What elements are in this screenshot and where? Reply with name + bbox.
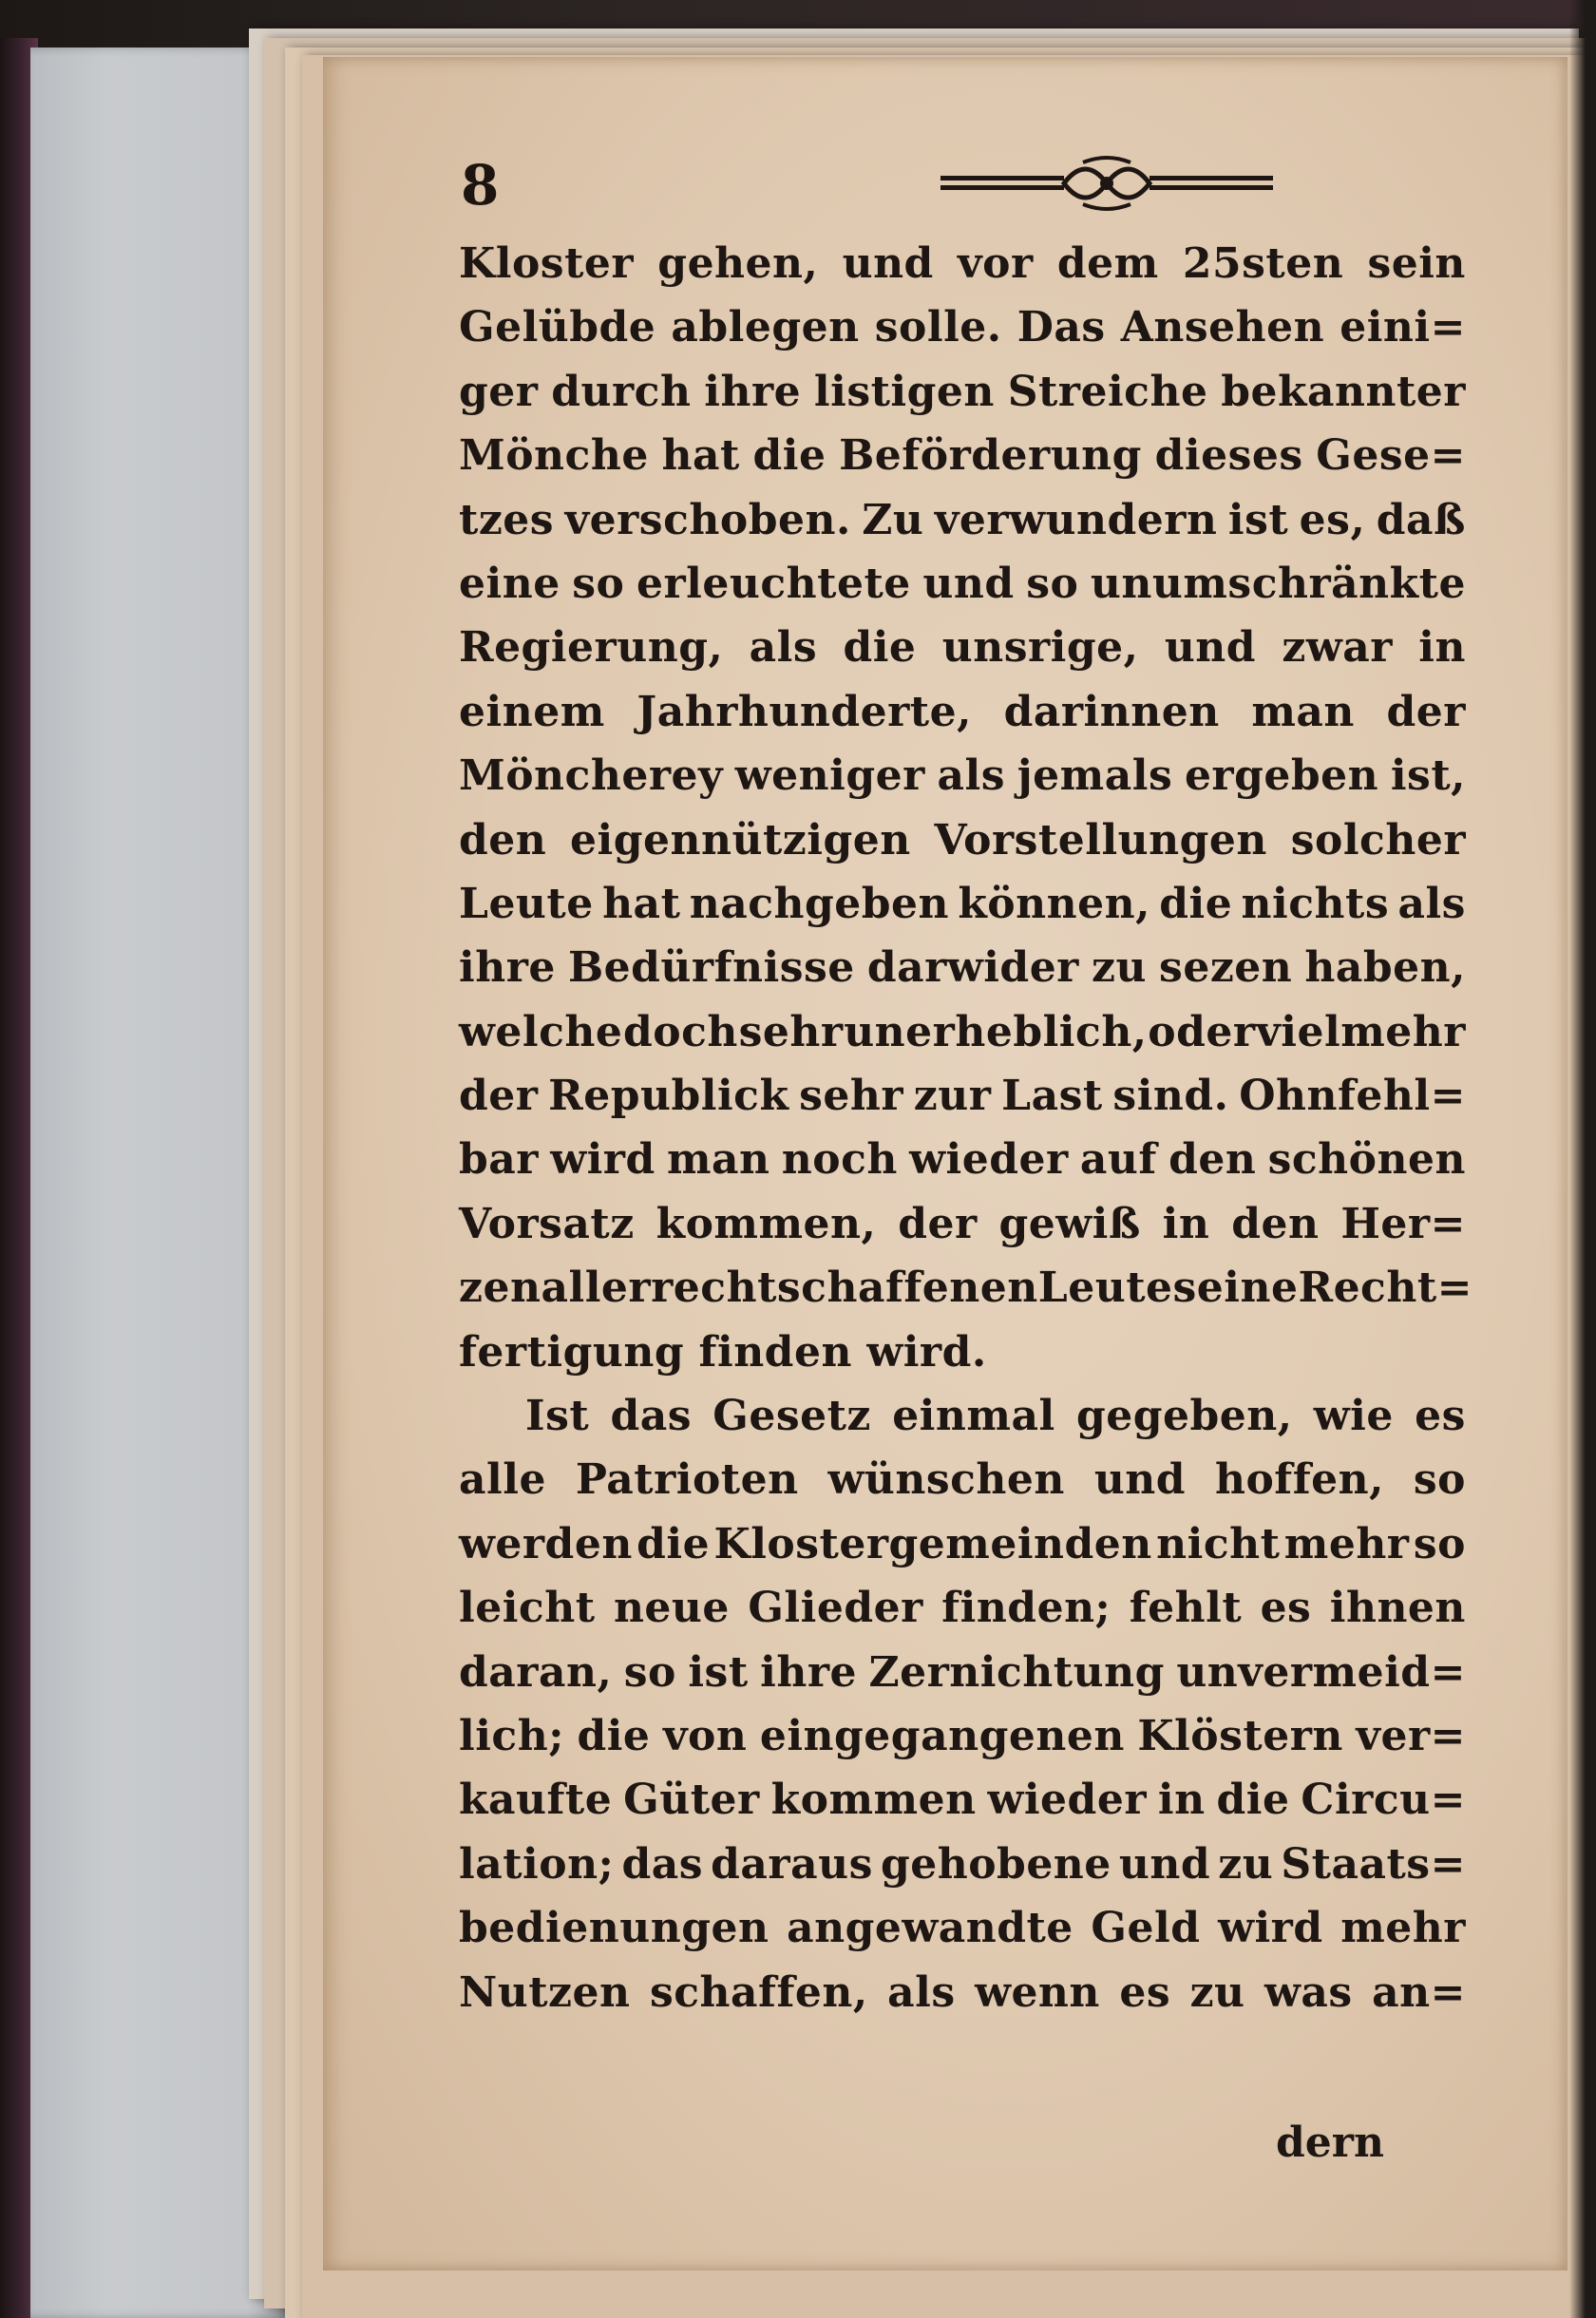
word: ver= [1356,1711,1466,1760]
word: Klostergemeinden [713,1519,1152,1568]
word: lich; [459,1711,564,1760]
word: auf [1079,1135,1157,1185]
word: Patrioten [575,1455,799,1505]
text-line [459,1712,1466,1776]
word: die [577,1711,651,1760]
word: alle [459,1455,546,1505]
word: verwundern [934,495,1218,544]
word: daraus [711,1839,873,1889]
text-line [459,1072,1466,1135]
word: ist [688,1647,749,1697]
word: den [1168,1135,1257,1185]
word: welche [459,1007,623,1056]
word: seine [1172,1264,1299,1313]
word: Leute [1037,1264,1173,1313]
text-line [459,1008,1466,1072]
word: so [1413,1455,1466,1505]
word: listigen [813,367,995,416]
word: als [749,623,818,673]
word: eini= [1340,303,1466,352]
word: Ist [525,1392,590,1441]
word: Güter [623,1776,760,1825]
word: neue [613,1584,730,1633]
word: können, [958,879,1150,928]
word: in [1157,1776,1206,1825]
word: Regierung, [459,623,724,673]
word: Kloster [459,239,635,288]
text-line [459,303,1466,367]
word: mehr [1340,1904,1466,1953]
word: aller [541,1264,652,1313]
word: schaffen, [649,1967,868,2017]
word: angewandte [787,1904,1074,1953]
word: Republick [548,1072,789,1121]
word: Recht= [1298,1264,1473,1313]
word: noch [781,1135,898,1185]
word: leicht [459,1584,596,1633]
text-line [459,1392,1466,1455]
word: und [922,559,1015,608]
word: Streiche [1007,367,1208,416]
text-line [459,1455,1466,1519]
word: Beförderung [839,431,1142,481]
word: gewiß [998,1199,1141,1248]
word: zur [913,1072,992,1121]
text-line [459,368,1466,431]
word: ablegen [671,303,860,352]
word: und [1093,1455,1187,1505]
word: kommen, [656,1199,877,1248]
word: nachgeben [689,879,949,928]
word: so [623,1647,676,1697]
word: 25sten [1182,239,1344,288]
text-line [459,1135,1466,1199]
word: so [572,559,625,608]
word: nicht [1156,1519,1281,1568]
word: solle. [874,303,1002,352]
word: ihre [760,1647,858,1697]
word: wird [1218,1904,1323,1953]
word: erleuchtete [636,559,911,608]
word: einmal [892,1392,1055,1441]
word: wieder [987,1776,1147,1825]
word: Last [1001,1072,1103,1121]
word: jemals [1016,751,1173,801]
word: schönen [1267,1135,1466,1185]
word: zen [459,1264,542,1313]
word: hoffen, [1214,1455,1384,1505]
word: gehen, [657,239,819,288]
word: Das [1016,303,1106,352]
text-line [459,1584,1466,1647]
word: solcher [1290,815,1466,864]
word: werden [459,1519,633,1568]
text-line [459,1968,1466,2032]
word: Möncherey [459,751,724,801]
word: das [621,1839,703,1889]
word: Ohnfehl= [1239,1072,1466,1121]
word: finden; [941,1584,1112,1633]
word: fertigung [459,1327,685,1377]
word: die [843,623,917,673]
page-shadow [1569,0,1596,2318]
word: den [459,815,547,864]
text-line [459,1520,1466,1584]
word: zwar [1282,623,1393,673]
word: und [842,239,934,288]
decorative-rule-ornament-icon [940,155,1273,212]
page-header [461,147,1487,223]
word: kaufte [459,1776,613,1825]
word: unsrige, [941,623,1139,673]
word: unvermeid= [1176,1647,1466,1697]
word: darwider [866,943,1079,993]
word: bar [459,1135,539,1185]
word: vielmehr [1256,1007,1466,1056]
word: vor [958,239,1034,288]
word: eingegangenen [759,1711,1125,1760]
word: der [459,1072,539,1121]
word: und [1118,1839,1211,1889]
word: die [1159,879,1233,928]
word: man [666,1135,770,1185]
word: Mönche [459,431,649,481]
word: tzes [459,495,555,544]
text-line [459,816,1466,880]
word: ihre [459,943,556,993]
word: ihnen [1329,1584,1466,1633]
word: wieder [909,1135,1069,1185]
word: Gesetz [712,1392,871,1441]
text-line [459,751,1466,815]
word: als [937,751,1006,801]
word: eigennützigen [570,815,911,864]
word: es [1119,1967,1171,2017]
word: die [1216,1776,1290,1825]
word: Gelübde [459,303,656,352]
word: wie [1313,1392,1394,1441]
text-line [459,1776,1466,1839]
word: Staats= [1281,1839,1466,1889]
text-line [459,239,1466,303]
word: die [752,431,826,481]
word: wird [550,1135,656,1185]
body-text [459,239,1473,2032]
word: das [610,1392,692,1441]
word: sehr [799,1072,904,1121]
word: Klöstern [1137,1711,1343,1760]
word: als [887,1967,956,2017]
word: in [1162,1199,1210,1248]
word: dem [1056,239,1159,288]
word: zu [1189,1967,1245,2017]
word: Jahrhunderte, [636,687,972,736]
word: finden [698,1327,852,1377]
word: Zu [862,495,924,544]
word: nichts [1241,879,1390,928]
word: oder [1148,1007,1256,1056]
word: mehr [1283,1519,1410,1568]
word: Vorsatz [459,1199,635,1248]
text-line [459,431,1466,495]
word: Bedürfnisse [567,943,855,993]
word: ergeben [1184,751,1379,801]
word: daran, [459,1647,613,1697]
text-line [459,688,1466,751]
word: es [1260,1584,1312,1633]
word: darinnen [1003,687,1220,736]
word: kommen [770,1776,977,1825]
word: den [1231,1199,1320,1248]
word: zu [1091,943,1147,993]
word: ist [1227,495,1289,544]
word: ist, [1390,751,1466,801]
word: es, [1299,495,1366,544]
book-page [323,57,1568,2270]
word: unerheblich, [844,1007,1148,1056]
text-line [459,560,1466,623]
word: haben, [1304,943,1466,993]
word: dieses [1154,431,1303,481]
word: daß [1376,495,1466,544]
word: Ansehen [1120,303,1325,352]
word: wünschen [827,1455,1065,1505]
word: fehlt [1129,1584,1243,1633]
word: sind. [1112,1072,1229,1121]
word: hat [602,879,681,928]
word: weniger [734,751,925,801]
word: von [662,1711,748,1760]
word: es [1415,1392,1466,1441]
text-line [459,1200,1466,1264]
word: die [636,1519,711,1568]
text-line [459,1904,1466,1967]
word: hat [661,431,740,481]
text-line [459,623,1466,687]
word: was [1264,1967,1353,2017]
word: Vorstellungen [934,815,1267,864]
word: einem [459,687,605,736]
page-number: 8 [461,153,500,218]
word: eine [459,559,560,608]
word: bekannter [1221,367,1466,416]
word: in [1418,623,1466,673]
word: sezen [1159,943,1293,993]
text-line [459,880,1466,943]
word: an= [1372,1967,1466,2017]
word: gehobene [880,1839,1112,1889]
text-line [459,1328,1466,1392]
word: Geld [1091,1904,1201,1953]
word: wird. [866,1327,987,1377]
word: der [1386,687,1466,736]
word: lation; [459,1839,615,1889]
word: der [898,1199,978,1248]
word: ger [459,367,539,416]
word: so [1413,1519,1466,1568]
word: man [1251,687,1355,736]
text-line [459,1264,1473,1327]
word: doch [623,1007,738,1056]
word: Circu= [1301,1776,1466,1825]
word: Nutzen [459,1967,631,2017]
word: sehr [738,1007,844,1056]
word: gegeben, [1075,1392,1293,1441]
word: Glieder [748,1584,923,1633]
word: und [1164,623,1257,673]
word: wenn [975,1967,1100,2017]
word: bedienungen [459,1904,770,1953]
word: zu [1218,1839,1274,1889]
text-line [459,1840,1466,1904]
word: sein [1367,239,1466,288]
word: Zernichtung [868,1647,1165,1697]
text-line [459,1648,1466,1712]
word: als [1397,879,1466,928]
catchword: dern [1276,2118,1384,2167]
word: Her= [1340,1199,1466,1248]
word: so [1026,559,1079,608]
word: Gese= [1316,431,1466,481]
word: unumschränkte [1090,559,1466,608]
word: durch [551,367,692,416]
word: rechtschaffenen [651,1264,1038,1313]
text-line [459,943,1466,1007]
word: Leute [459,879,594,928]
text-line [459,496,1466,560]
word: verschoben. [564,495,851,544]
word: ihre [704,367,802,416]
